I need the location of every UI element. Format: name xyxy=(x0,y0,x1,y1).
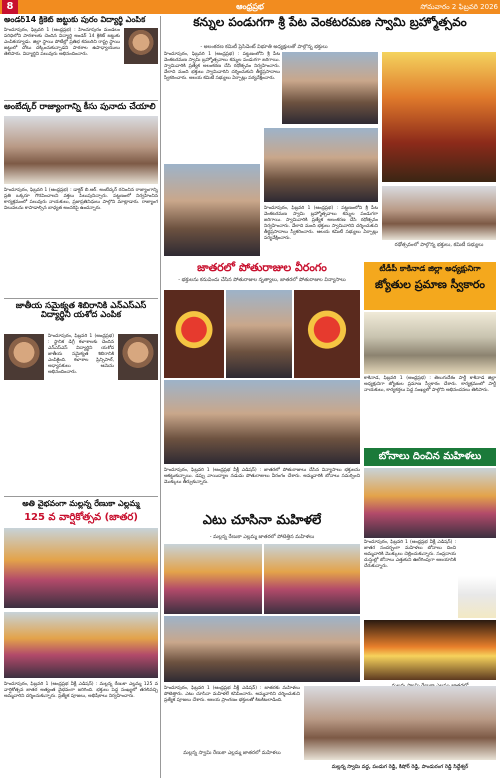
story7-headline-top: టీడీపీ కాకినాడ జిల్లా అధ్యక్షునిగా xyxy=(379,264,481,273)
story9-body: హిందూపురం, ఫిబ్రవరి 1 (ఆంధ్రప్రభ వీక్లీ ఎడిషన్) : జాతరకు మహిళలు పోటెత్తారు. ఎటు చూసినా మహిళలే కనిపించారు. అమ్మవారిని దర్శించుకుని ప్రత్యేక పూజలు చేశారు. ఆలయ ప్రాంగణం భక్తులతో కిటకిటలాడింది. xyxy=(164,686,300,703)
divider xyxy=(4,496,158,497)
story5-caption: రథోత్సవంలో పాల్గొన్న భక్తులు, కమిటీ సభ్యులు xyxy=(394,242,484,248)
story5-subheadline: - అలంకరణ కమిటీ ప్రెసిడెంట్ విభూతి అధ్యక్షులతో పాల్గొన్న భక్తులు xyxy=(200,44,328,50)
story6-subheadline: - భక్తులను కనువిందు చేసిన పోతురాజుల నృత్యాలు, జాతరలో పోతురాజుల విన్యాసాలు xyxy=(178,277,346,283)
jathara-women-photo xyxy=(4,528,158,608)
story7-headline-big: జ్యోతుల ప్రమాణ స్వీకారం xyxy=(375,278,485,291)
women-crowd-photo xyxy=(164,616,360,682)
yashoda-photo-2 xyxy=(118,334,158,380)
story9-headline: ఎటు చూసినా మహిళలే xyxy=(202,513,322,528)
story2-body: హిందూపురం, ఫిబ్రవరి 1 (ఆంధ్రప్రభ) : డాక్టర్ బి.ఆర్. అంబేద్కర్ రచించిన రాజ్యాంగాన్ని ప్రతి ఒక్కరూ గౌరవించాలని వక్తలు పిలుపునిచ్చారు. పట్టణంలో నిర్వహించిన కార్యక్రమంలో పలువురు నాయకులు, ప్రజాప్రతినిధులు పాల్గొని మాట్లాడారు. రాజ్యాంగ విలువలను కాపాడాల్సిన బాధ్యత అందరిపై ఉందన్నారు. xyxy=(4,188,158,211)
story3-body: హిందూపురం, ఫిబ్రవరి 1 (ఆంధ్రప్రభ) : స్థానిక డిగ్రీ కళాశాలకు చెందిన ఎన్ఎస్ఎస్ విద్యార్థిని యశోద జాతీయ సమైక్యత శిబిరానికి ఎంపికైంది. కళాశాల ప్రిన్సిపాల్, అధ్యాపకులు ఆమెను అభినందించారు. xyxy=(48,334,114,375)
page-number: 8 xyxy=(2,0,18,14)
devotees-photo xyxy=(264,128,378,202)
brahmotsavam-photo xyxy=(282,52,378,124)
story6-title-band xyxy=(164,262,360,288)
bottom-caption: మల్లన్న స్వామి వద్ద, పండుగ రెడ్డి, కిషోర్ రెడ్డి, పాండురంగ రెడ్డి సిద్ధేశ్వర్ xyxy=(331,764,469,770)
story6-headline: జాతరలో పోతురాజుల వీరంగం xyxy=(197,261,327,274)
divider xyxy=(4,100,158,101)
jathara-crowd-photo xyxy=(4,612,158,678)
story4-headline-big: 125 వ వార్షికోత్సవ (జాతర) xyxy=(24,512,138,523)
left-column xyxy=(4,16,158,778)
story5-body-cont: హిందూపురం, ఫిబ్రవరి 1 (ఆంధ్రప్రభ) : పట్టణంలోని శ్రీ పేట వెంకటరమణ స్వామి బ్రహ్మోత్సవాలు కన్నుల పండుగగా జరిగాయి. స్వామివారికి ప్రత్యేక అలంకరణ చేసి రథోత్సవం నిర్వహించారు. వేలాది మంది భక్తులు స్వామివారిని దర్శించుకుని తీర్థప్రసాదాలు స్వీకరించారు. ఆలయ కమిటీ సభ్యులు ఏర్పాట్లు పర్యవేక్షించారు. xyxy=(264,206,378,241)
story4-headline-top: అతి వైభవంగా మల్లన్న రేణుకా ఎల్లమ్మ xyxy=(22,499,140,508)
story7-body: కాకినాడ, ఫిబ్రవరి 1 (ఆంధ్రప్రభ) : తెలుగుదేశం పార్టీ కాకినాడ జిల్లా అధ్యక్షునిగా జ్యోతుల ప్రమాణ స్వీకారం చేశారు. కార్యక్రమంలో పార్టీ నాయకులు, కార్యకర్తలు పెద్ద సంఖ్యలో పాల్గొని అభినందనలు తెలిపారు. xyxy=(364,376,496,393)
pothuraju-photo-1 xyxy=(164,290,224,378)
story8-body: హిందూపురం, ఫిబ్రవరి 1 (ఆంధ్రప్రభ వీక్లీ ఎడిషన్) : జాతర సందర్భంగా మహిళలు బోనాలు దించి అమ్మవారికి మొక్కులు చెల్లించుకున్నారు. సంప్రదాయ దుస్తుల్లో బోనాలు ఎత్తుకుని ఊరేగింపుగా ఆలయానికి చేరుకున్నారు. xyxy=(364,540,456,569)
story6-body: హిందూపురం, ఫిబ్రవరి 1 (ఆంధ్రప్రభ వీక్లీ ఎడిషన్) : జాతరలో పోతురాజులు చేసిన విన్యాసాలు భక్తులను ఆకట్టుకున్నాయి. డప్పు వాయిద్యాల నడుమ పోతురాజులు వీరంగం చేశారు. అమ్మవారికి బోనాలు సమర్పించి మొక్కులు తీర్చుకున్నారు. xyxy=(164,468,360,485)
story8-headline: బోనాలు దించిన మహిళలు xyxy=(378,451,482,462)
committee-photo xyxy=(382,186,496,240)
column-divider xyxy=(160,16,161,778)
women-photo-1 xyxy=(164,544,262,614)
deity-photo xyxy=(382,52,496,182)
story9-caption: మల్లన్న స్వామి రేణుకా ఎల్లమ్మ జాతరలో మహిళలు xyxy=(183,750,281,756)
pothuraju-photo-2 xyxy=(226,290,292,378)
story5-headline: కన్నుల పండుగగా శ్రీ పేట వెంకటరమణ స్వామి బ్రహ్మోత్సవం xyxy=(193,16,467,29)
banner-photo xyxy=(458,576,496,618)
right-column xyxy=(164,16,496,778)
date-line: సోమవారం 2 ఫిబ్రవరి 2026 xyxy=(420,3,498,11)
chariot-photo xyxy=(164,164,260,256)
story1-body: హిందూపురం, ఫిబ్రవరి 1 (ఆంధ్రప్రభ) : హిందూపురం మండలం పరిధిలోని పాఠశాలకు చెందిన విద్యార్థి అండర్ 14 క్రికెట్ జట్టుకు ఎంపికయ్యాడు. జిల్లా స్థాయి పోటీల్లో ప్రతిభ కనబరిచి రాష్ట్ర స్థాయి జట్టులో చోటు దక్కించుకున్నాడని పాఠశాల ఉపాధ్యాయులు తెలిపారు. విద్యార్థిని పలువురు అభినందించారు. xyxy=(4,28,120,57)
divider xyxy=(4,298,158,299)
jathara-procession-photo xyxy=(164,380,360,464)
women-photo-2 xyxy=(264,544,360,614)
story3-headline: జాతీయ సమైక్యత శిబిరానికి ఎన్ఎస్ఎస్ విద్యార్థిని యశోద ఎంపిక xyxy=(15,301,147,321)
tdp-oath-photo xyxy=(364,312,496,374)
story5-body: హిందూపురం, ఫిబ్రవరి 1 (ఆంధ్రప్రభ) : పట్టణంలోని శ్రీ పేట వెంకటరమణ స్వామి బ్రహ్మోత్సవాలు కన్నుల పండుగగా జరిగాయి. స్వామివారికి ప్రత్యేక అలంకరణ చేసి రథోత్సవం నిర్వహించారు. వేలాది మంది భక్తులు స్వామివారిని దర్శించుకుని తీర్థప్రసాదాలు స్వీకరించారు. ఆలయ కమిటీ సభ్యులు ఏర్పాట్లు పర్యవేక్షించారు. xyxy=(164,52,280,81)
ambedkar-event-photo xyxy=(4,116,158,184)
story2-headline: అంబేద్కర్ రాజ్యాంగాన్ని కీసు పునాదు చేయాలి xyxy=(4,102,156,112)
story4-body: హిందూపురం, ఫిబ్రవరి 1 (ఆంధ్రప్రభ వీక్లీ ఎడిషన్) : మల్లన్న రేణుకా ఎల్లమ్మ 125 వ వార్షికోత్సవ జాతర అత్యంత వైభవంగా జరిగింది. భక్తులు పెద్ద సంఖ్యలో తరలివచ్చి అమ్మవారిని దర్శించుకున్నారు. ప్రత్యేక పూజలు, అభిషేకాలు నిర్వహించారు. xyxy=(4,682,158,699)
yashoda-photo xyxy=(4,334,44,380)
masthead: ఆంధ్రప్రభ xyxy=(236,2,264,11)
reddy-group-photo xyxy=(304,686,496,760)
story7-title-band xyxy=(364,262,496,310)
bonalu-photo xyxy=(364,468,496,538)
story8-title-band xyxy=(364,448,496,466)
pothuraju-photo-3 xyxy=(294,290,360,378)
story9-subheadline: - మల్లన్న రేణుకా ఎల్లమ్మ జాతరలో పోటెత్తిన మహిళలు xyxy=(209,534,315,540)
student-photo xyxy=(124,28,158,64)
story1-headline: అండర్14 క్రికెట్ జట్టుకు పురం విద్యార్థి ఎంపిక xyxy=(4,16,146,24)
pooja-fire-photo xyxy=(364,620,496,680)
